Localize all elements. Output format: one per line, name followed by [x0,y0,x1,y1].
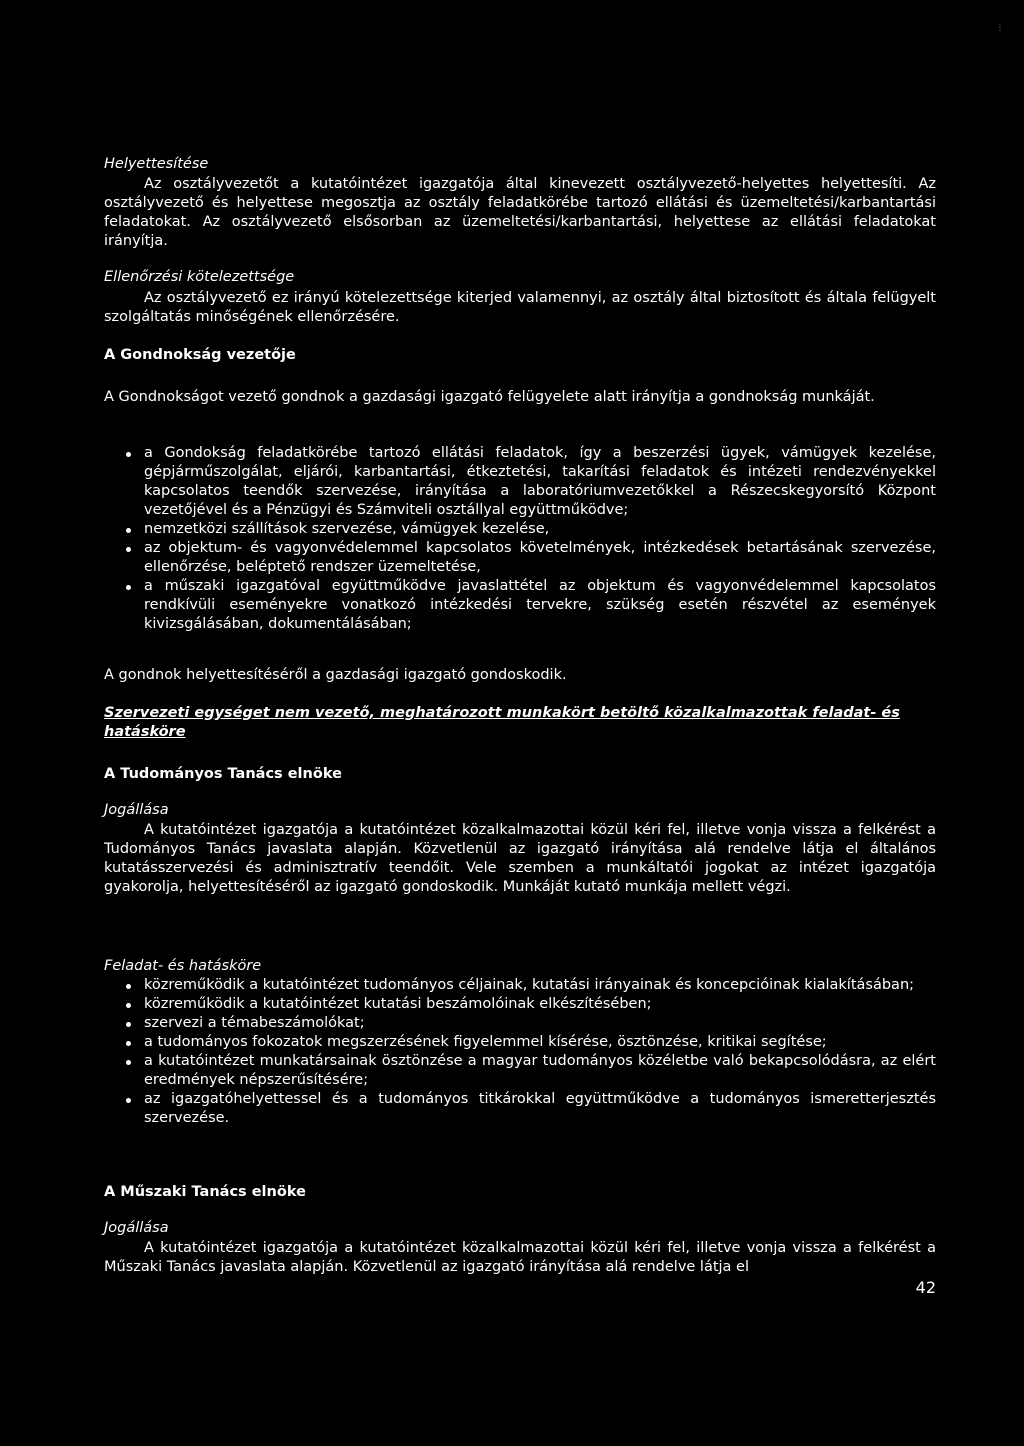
list-item: közreműködik a kutatóintézet tudományos céljainak, kutatási irányainak és koncepcióinak kialakításában; [104,976,936,995]
gondnoksag-intro: A Gondnokságot vezető gondnok a gazdasági igazgató felügyelete alatt irányítja a gondnokság munkáját. [104,389,875,405]
list-item: szervezi a témabeszámolókat; [104,1014,936,1033]
szervezeti-heading: Szervezeti egységet nem vezető, meghatározott munkakört betöltő közalkalmazottak feladat- és hatásköre [104,705,900,740]
ellenorzes-text: Az osztályvezető ez irányú kötelezettsége kiterjed valamennyi, az osztály által biztosított és általa felügyelt szolgáltatás minőségének ellenőrzésére. [104,290,936,325]
page-number: 42 [915,1278,936,1297]
gondnoksag-outro: A gondnok helyettesítéséről a gazdasági igazgató gondoskodik. [104,667,567,683]
helyettesites-label: Helyettesítése [104,156,209,172]
list-item: az igazgatóhelyettessel és a tudományos titkárokkal együttműködve a tudományos ismeretterjesztés szervezése. [104,1090,936,1128]
tudomanyos-heading: A Tudományos Tanács elnöke [104,766,342,782]
page-corner-marker: ⋮ [996,23,1004,32]
list-item: a tudományos fokozatok megszerzésének figyelemmel kísérése, ösztönzése, kritikai segítése; [104,1033,936,1052]
tudomanyos-jogallas-text: A kutatóintézet igazgatója a kutatóintézet közalkalmazottai közül kéri fel, illetve vonja vissza a felkérést a Tudományos Tanács javaslata alapján. Közvetlenül az igazgató irányítása alá rendelve látja el általános kutatásszervezési és adminisztratív teendőit. Vele szemben a munkáltatói jogokat az intézet igazgatója gyakorolja, helyettesítéséről az igazgató gondoskodik. Munkáját kutató munkája mellett végzi. [104,822,936,895]
muszaki-jogallas-label: Jogállása [104,1220,169,1236]
muszaki-jogallas-text: A kutatóintézet igazgatója a kutatóintézet közalkalmazottai közül kéri fel, illetve vonja vissza a felkérést a Műszaki Tanács javaslata alapján. Közvetlenül az igazgató irányítása alá rendelve látja el [104,1240,936,1275]
list-item: közreműködik a kutatóintézet kutatási beszámolóinak elkészítésében; [104,995,936,1014]
list-item: a Gondokság feladatkörébe tartozó ellátási feladatok, így a beszerzési ügyek, vámügyek kezelése, gépjárműszolgálat, eljárói, karbantartási, étkeztetési, takarítási feladatok és intézeti rendezvényekkel kapcsolatos teendők szervezése, irányítása a laboratóriumvezetőkkel a Részecskegyorsító Központ vezetőjével és a Pénzügyi és Számviteli osztállyal együttműködve; [104,444,936,520]
list-item: nemzetközi szállítások szervezése, vámügyek kezelése, [104,520,936,539]
ellenorzes-label: Ellenőrzési kötelezettsége [104,269,295,285]
muszaki-heading: A Műszaki Tanács elnöke [104,1184,306,1200]
tudomanyos-jogallas-label: Jogállása [104,802,169,818]
tudomanyos-feladat-label: Feladat- és hatásköre [104,958,262,974]
helyettesites-text: Az osztályvezetőt a kutatóintézet igazgatója által kinevezett osztályvezető-helyettes helyettesíti. Az osztályvezető és helyettese megosztja az osztály feladatkörébe tartozó ellátási és üzemeltetési/karbantartási feladatokat. Az osztályvezető elsősorban az üzemeltetési/karbantartási, helyettese az ellátási feladatokat irányítja. [104,176,936,249]
tudomanyos-task-list [104,976,936,1128]
gondnoksag-heading: A Gondnokság vezetője [104,347,296,363]
list-item: a kutatóintézet munkatársainak ösztönzése a magyar tudományos közéletbe való bekapcsolódásra, az elért eredmények népszerűsítésére; [104,1052,936,1090]
list-item: a műszaki igazgatóval együttműködve javaslattétel az objektum és vagyonvédelemmel kapcsolatos rendkívüli eseményekre vonatkozó intézkedési tervekre, szükség esetén részvétel az események kivizsgálásában, dokumentálásában; [104,577,936,634]
gondnoksag-task-list [104,444,936,634]
list-item: az objektum- és vagyonvédelemmel kapcsolatos követelmények, intézkedések betartásának szervezése, ellenőrzése, beléptető rendszer üzemeltetése, [104,539,936,577]
